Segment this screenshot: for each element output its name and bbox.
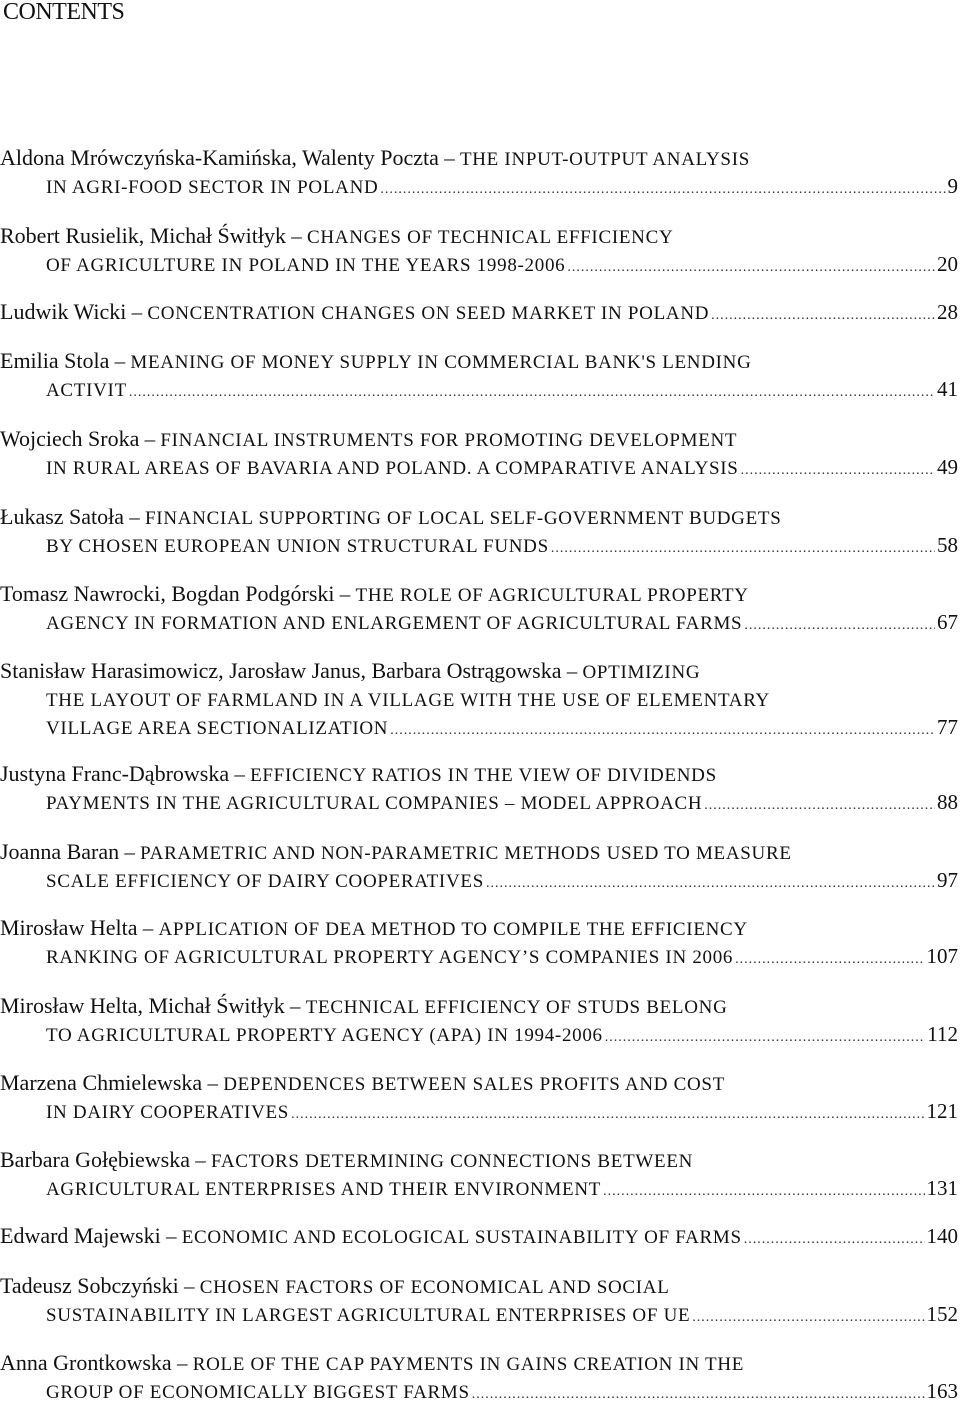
toc-entry-text bbox=[46, 608, 742, 636]
toc-entry-title: MEANING OF MONEY SUPPLY IN COMMERCIAL BANK'S LENDING bbox=[130, 352, 752, 373]
toc-entry-text bbox=[0, 146, 750, 170]
toc-entry-text bbox=[46, 1300, 690, 1328]
toc-entry-title: SUSTAINABILITY IN LARGEST AGRICULTURAL ENTERPRISES OF UE bbox=[46, 1305, 691, 1326]
toc-entry-title: AGRICULTURAL ENTERPRISES AND THEIR ENVIRONMENT bbox=[46, 1179, 602, 1200]
toc-entry-line bbox=[0, 685, 958, 713]
toc-entry-line bbox=[0, 347, 958, 375]
toc-entry-title: PARAMETRIC AND NON-PARAMETRIC METHODS USED TO MEASURE bbox=[140, 843, 792, 864]
toc-entry-authors: Marzena Chmielewska bbox=[0, 1070, 203, 1095]
toc-entry-text bbox=[0, 224, 673, 248]
toc-entry-separator: – bbox=[114, 349, 126, 373]
toc-entry[interactable] bbox=[0, 580, 958, 636]
toc-entry-separator: – bbox=[195, 1148, 206, 1172]
toc-entry-separator: – bbox=[129, 505, 140, 529]
toc-entry-title: IN RURAL AREAS OF BAVARIA AND POLAND. A COMPARATIVE ANALYSIS bbox=[46, 458, 739, 479]
toc-entry-separator: – bbox=[165, 1224, 177, 1248]
toc-entry-last-line bbox=[0, 1222, 958, 1250]
toc-entry-authors: Edward Majewski bbox=[0, 1223, 161, 1248]
toc-entry-text bbox=[46, 687, 770, 711]
toc-entry-text bbox=[46, 172, 378, 200]
toc-entry-last-line bbox=[0, 1174, 958, 1202]
toc-entry-title: CONCENTRATION CHANGES ON SEED MARKET IN POLAND bbox=[147, 303, 710, 324]
toc-entry-line bbox=[0, 144, 958, 172]
toc-entry-line bbox=[0, 914, 958, 942]
toc-entry-text bbox=[0, 427, 737, 451]
dot-leader bbox=[129, 379, 935, 403]
toc-entry-authors: Ludwik Wicki bbox=[0, 299, 127, 324]
dot-leader bbox=[605, 1024, 926, 1048]
toc-entry-last-line bbox=[0, 375, 958, 403]
toc-entry-separator: – bbox=[183, 1274, 195, 1298]
dot-leader bbox=[567, 254, 935, 278]
toc-entry-line bbox=[0, 992, 958, 1020]
toc-entry-text bbox=[46, 1174, 601, 1202]
toc-entry-authors: Joanna Baran bbox=[0, 839, 120, 864]
toc-entry-last-line bbox=[0, 531, 958, 559]
toc-entry[interactable] bbox=[0, 347, 958, 403]
toc-entry-title: ACTIVIT bbox=[46, 380, 127, 401]
toc-entry-title: TECHNICAL EFFICIENCY OF STUDS BELONG bbox=[305, 997, 728, 1018]
contents-heading: CONTENTS bbox=[3, 0, 125, 25]
toc-entry-page-number: 41 bbox=[937, 377, 958, 401]
toc-entry-authors: Aldona Mrówczyńska-Kamińska, Walenty Poczta bbox=[0, 145, 439, 170]
toc-entry-line bbox=[0, 1069, 958, 1097]
toc-entry-separator: – bbox=[176, 1351, 188, 1375]
toc-entry-text bbox=[46, 788, 702, 816]
toc-entry-title: CHOSEN FACTORS OF ECONOMICAL AND SOCIAL bbox=[199, 1277, 670, 1298]
toc-entry-title: OPTIMIZING bbox=[582, 662, 701, 683]
toc-entry-separator: – bbox=[290, 994, 301, 1018]
dot-leader bbox=[390, 717, 935, 741]
toc-entry-line bbox=[0, 222, 958, 250]
toc-entry-title: RANKING OF AGRICULTURAL PROPERTY AGENCY’S COMPANIES IN 2006 bbox=[46, 947, 734, 968]
toc-entry-page-number: 140 bbox=[926, 1224, 958, 1248]
toc-entry-title: EFFICIENCY RATIOS IN THE VIEW OF DIVIDENDS bbox=[250, 765, 717, 786]
dot-leader bbox=[551, 535, 935, 559]
toc-entry-last-line bbox=[0, 866, 958, 894]
toc-entry[interactable] bbox=[0, 503, 958, 559]
toc-entry-text bbox=[0, 1351, 744, 1375]
toc-entry-last-line bbox=[0, 298, 958, 326]
toc-entry-page-number: 67 bbox=[937, 610, 958, 634]
toc-entry-authors: Tomasz Nawrocki, Bogdan Podgórski bbox=[0, 581, 335, 606]
toc-entry[interactable] bbox=[0, 992, 958, 1048]
toc-entry-authors: Mirosław Helta, Michał Świtłyk bbox=[0, 993, 285, 1018]
toc-entry-title: ROLE OF THE CAP PAYMENTS IN GAINS CREATION IN THE bbox=[192, 1354, 745, 1375]
toc-entry-text bbox=[0, 762, 717, 786]
toc-entry-line bbox=[0, 1146, 958, 1174]
toc-entry-separator: – bbox=[566, 659, 578, 683]
toc-entry-separator: – bbox=[124, 840, 135, 864]
toc-entry-title: OF AGRICULTURE IN POLAND IN THE YEARS 1998-2006 bbox=[46, 255, 566, 276]
toc-entry-text bbox=[46, 250, 565, 278]
toc-entry-text bbox=[46, 531, 549, 559]
toc-entry-authors: Emilia Stola bbox=[0, 348, 110, 373]
toc-entry-text bbox=[0, 1222, 742, 1250]
toc-entry-title: FINANCIAL INSTRUMENTS FOR PROMOTING DEVELOPMENT bbox=[160, 430, 738, 451]
toc-entry-text bbox=[0, 994, 728, 1018]
toc-entry[interactable] bbox=[0, 657, 958, 741]
toc-entry-last-line bbox=[0, 1020, 958, 1048]
toc-entry[interactable] bbox=[0, 144, 958, 200]
toc-entry-last-line bbox=[0, 172, 958, 200]
toc-entry-line bbox=[0, 838, 958, 866]
dot-leader bbox=[291, 1101, 924, 1125]
toc-entry-page-number: 97 bbox=[937, 868, 958, 892]
toc-entry-title: PAYMENTS IN THE AGRICULTURAL COMPANIES – MODEL APPROACH bbox=[46, 793, 703, 814]
toc-entry-text bbox=[46, 866, 484, 894]
toc-entry-authors: Robert Rusielik, Michał Świtłyk bbox=[0, 223, 286, 248]
toc-entry-authors: Stanisław Harasimowicz, Jarosław Janus, Barbara Ostrągowska bbox=[0, 658, 562, 683]
toc-entry-line bbox=[0, 503, 958, 531]
toc-entry-separator: – bbox=[144, 427, 156, 451]
toc-entry-title: FINANCIAL SUPPORTING OF LOCAL SELF-GOVERNMENT BUDGETS bbox=[145, 508, 782, 529]
toc-entry-text bbox=[0, 1274, 670, 1298]
toc-entry[interactable] bbox=[0, 222, 958, 278]
toc-entry-text bbox=[0, 298, 709, 326]
toc-entry-page-number: 107 bbox=[926, 944, 958, 968]
toc-entry[interactable] bbox=[0, 838, 958, 894]
toc-entry-page-number: 20 bbox=[937, 252, 958, 276]
toc-entry-separator: – bbox=[131, 300, 143, 324]
toc-entry[interactable] bbox=[0, 1069, 958, 1125]
toc-entry-separator: – bbox=[339, 582, 351, 606]
toc-entry[interactable] bbox=[0, 1272, 958, 1328]
toc-entry-text bbox=[46, 942, 733, 970]
toc-entry-separator: – bbox=[207, 1071, 218, 1095]
toc-entry-text bbox=[0, 582, 749, 606]
toc-entry-title: SCALE EFFICIENCY OF DAIRY COOPERATIVES bbox=[46, 871, 484, 892]
toc-entry[interactable] bbox=[0, 914, 958, 970]
toc-entry-authors: Mirosław Helta bbox=[0, 915, 138, 940]
toc-entry-last-line bbox=[0, 788, 958, 816]
dot-leader bbox=[744, 1226, 925, 1250]
toc-entry-separator: – bbox=[444, 146, 455, 170]
toc-entry-text bbox=[46, 1020, 603, 1048]
toc-entry-page-number: 121 bbox=[926, 1099, 958, 1123]
toc-entry-last-line bbox=[0, 713, 958, 741]
toc-entry-last-line bbox=[0, 250, 958, 278]
toc-entry-last-line bbox=[0, 942, 958, 970]
toc-entry-last-line bbox=[0, 608, 958, 636]
toc-entry-text bbox=[46, 713, 388, 741]
toc-entry-separator: – bbox=[234, 762, 245, 786]
toc-entry-text bbox=[0, 916, 748, 940]
toc-entry-title: VILLAGE AREA SECTIONALIZATION bbox=[46, 718, 389, 739]
toc-entry-title: FACTORS DETERMINING CONNECTIONS BETWEEN bbox=[210, 1151, 694, 1172]
toc-entry-line bbox=[0, 1349, 958, 1377]
toc-entry-text bbox=[0, 840, 792, 864]
toc-entry-line bbox=[0, 580, 958, 608]
toc-entry-title: THE LAYOUT OF FARMLAND IN A VILLAGE WITH THE USE OF ELEMENTARY bbox=[46, 690, 770, 711]
toc-entry[interactable] bbox=[0, 1349, 958, 1405]
toc-entry-page-number: 163 bbox=[926, 1379, 958, 1403]
toc-entry-page-number: 58 bbox=[937, 533, 958, 557]
toc-entry-title: IN DAIRY COOPERATIVES bbox=[46, 1102, 290, 1123]
toc-entry-page-number: 131 bbox=[926, 1176, 958, 1200]
dot-leader bbox=[472, 1381, 925, 1405]
dot-leader bbox=[704, 792, 935, 816]
dot-leader bbox=[603, 1178, 924, 1202]
toc-entry[interactable] bbox=[0, 298, 958, 326]
toc-entry-text bbox=[46, 1097, 289, 1125]
toc-entry-title: THE ROLE OF AGRICULTURAL PROPERTY bbox=[355, 585, 749, 606]
toc-entry-title: ECONOMIC AND ECOLOGICAL SUSTAINABILITY OF FARMS bbox=[181, 1227, 742, 1248]
toc-entry-last-line bbox=[0, 453, 958, 481]
toc-entry-authors: Tadeusz Sobczyński bbox=[0, 1273, 179, 1298]
toc-entry[interactable] bbox=[0, 425, 958, 481]
toc-entry-page-number: 112 bbox=[927, 1022, 958, 1046]
dot-leader bbox=[741, 457, 935, 481]
toc-entry-page-number: 28 bbox=[937, 300, 958, 324]
toc-entry-text bbox=[0, 505, 781, 529]
toc-entry-title: AGENCY IN FORMATION AND ENLARGEMENT OF AGRICULTURAL FARMS bbox=[46, 613, 743, 634]
toc-entry-text bbox=[0, 659, 700, 683]
dot-leader bbox=[735, 946, 924, 970]
dot-leader bbox=[744, 612, 935, 636]
toc-entry-separator: – bbox=[142, 916, 154, 940]
toc-entry-page-number: 77 bbox=[937, 715, 958, 739]
toc-entry-title: IN AGRI-FOOD SECTOR IN POLAND bbox=[46, 177, 379, 198]
toc-entry-line bbox=[0, 657, 958, 685]
toc-entry-title: BY CHOSEN EUROPEAN UNION STRUCTURAL FUNDS bbox=[46, 536, 549, 557]
toc-entry-text bbox=[0, 1071, 725, 1095]
toc-entry-title: DEPENDENCES BETWEEN SALES PROFITS AND COST bbox=[223, 1074, 725, 1095]
dot-leader bbox=[711, 302, 935, 326]
toc-entry-page-number: 9 bbox=[947, 174, 958, 198]
toc-entry-line bbox=[0, 425, 958, 453]
toc-entry[interactable] bbox=[0, 1146, 958, 1202]
toc-entry-title: TO AGRICULTURAL PROPERTY AGENCY (APA) IN 1994-2006 bbox=[46, 1025, 603, 1046]
toc-entry-text bbox=[0, 1148, 693, 1172]
toc-entry[interactable] bbox=[0, 1222, 958, 1250]
toc-entry-last-line bbox=[0, 1097, 958, 1125]
dot-leader bbox=[692, 1304, 924, 1328]
toc-entry-page-number: 49 bbox=[937, 455, 958, 479]
dot-leader bbox=[380, 176, 945, 200]
toc-entry-page-number: 88 bbox=[937, 790, 958, 814]
toc-entry-authors: Barbara Gołębiewska bbox=[0, 1147, 190, 1172]
toc-entry-authors: Wojciech Sroka bbox=[0, 426, 140, 451]
toc-entry-authors: Łukasz Satoła bbox=[0, 504, 125, 529]
toc-entry-text bbox=[46, 375, 127, 403]
toc-entry-authors: Anna Grontkowska bbox=[0, 1350, 172, 1375]
dot-leader bbox=[486, 870, 935, 894]
toc-entry-last-line bbox=[0, 1300, 958, 1328]
toc-entry-text bbox=[46, 453, 739, 481]
toc-entry-page-number: 152 bbox=[926, 1302, 958, 1326]
toc-entry-line bbox=[0, 1272, 958, 1300]
toc-entry-title: APPLICATION OF DEA METHOD TO COMPILE THE EFFICIENCY bbox=[158, 919, 748, 940]
toc-entry-title: THE INPUT-OUTPUT ANALYSIS bbox=[459, 149, 750, 170]
toc-entry-title: GROUP OF ECONOMICALLY BIGGEST FARMS bbox=[46, 1382, 470, 1403]
toc-entry-text bbox=[0, 349, 752, 373]
toc-entry-separator: – bbox=[291, 224, 302, 248]
toc-entry-authors: Justyna Franc-Dąbrowska bbox=[0, 761, 230, 786]
toc-entry-line bbox=[0, 760, 958, 788]
toc-entry[interactable] bbox=[0, 760, 958, 816]
toc-entry-title: CHANGES OF TECHNICAL EFFICIENCY bbox=[307, 227, 674, 248]
